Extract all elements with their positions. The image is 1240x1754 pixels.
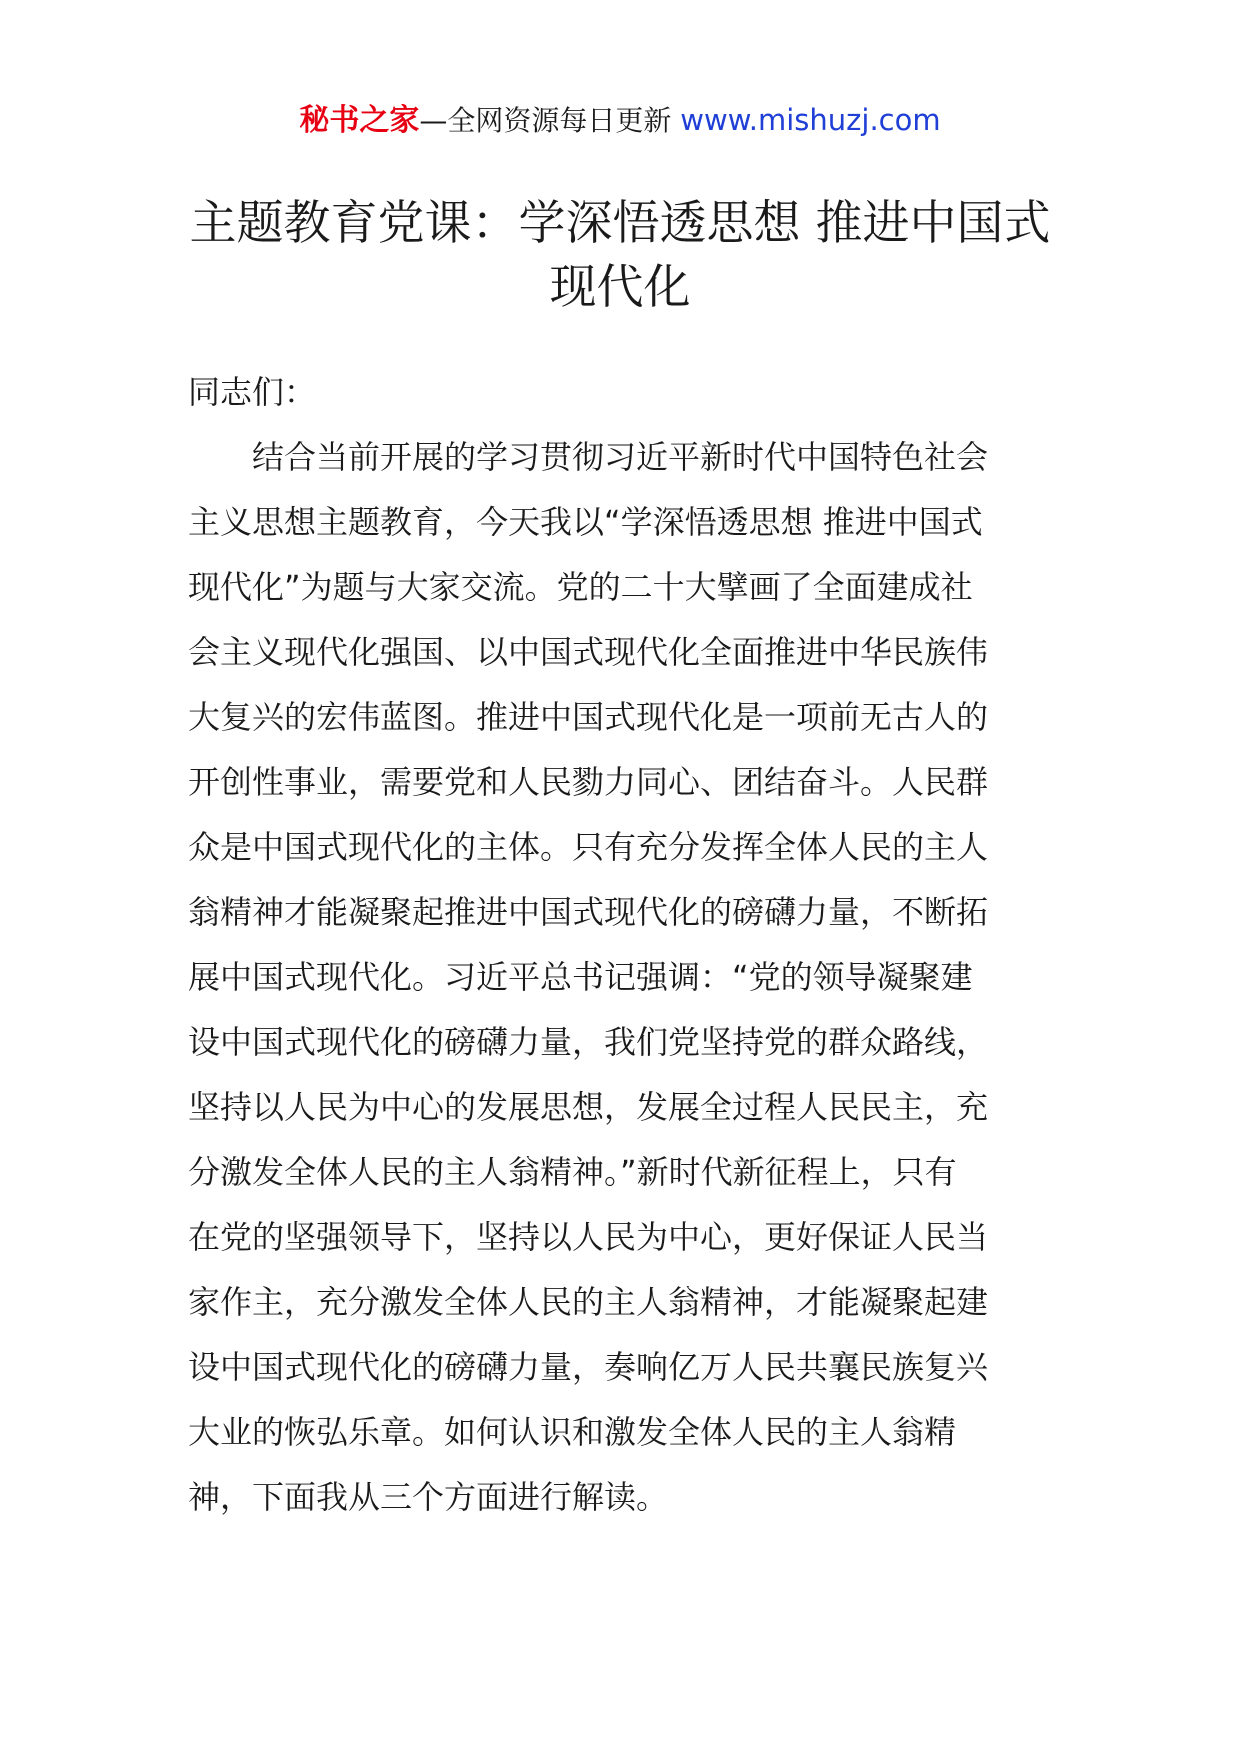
body-line: 众是中国式现代化的主体。只有充分发挥全体人民的主人 <box>188 828 989 866</box>
document-title <box>180 192 1060 320</box>
body-line: 会主义现代化强国、以中国式现代化全面推进中华民族伟 <box>188 633 989 671</box>
body-line: 家作主，充分激发全体人民的主人翁精神，才能凝聚起建 <box>188 1283 989 1321</box>
salutation: 同志们： <box>188 373 317 411</box>
header-tagline: —全网资源每日更新 <box>419 104 681 137</box>
body-line: 大复兴的宏伟蓝图。推进中国式现代化是一项前无古人的 <box>188 698 989 736</box>
body-line: 结合当前开展的学习贯彻习近平新时代中国特色社会 <box>252 438 989 476</box>
body-line: 分激发全体人民的主人翁精神。”新时代新征程上，只有 <box>188 1153 957 1191</box>
site-header <box>0 100 1240 141</box>
body-line: 翁精神才能凝聚起推进中国式现代化的磅礴力量，不断拓 <box>188 893 989 931</box>
body-line: 现代化”为题与大家交流。党的二十大擘画了全面建成社 <box>188 568 973 606</box>
title-line-2: 现代化 <box>549 260 691 315</box>
body-line: 神，下面我从三个方面进行解读。 <box>188 1478 669 1516</box>
title-line-1: 主题教育党课：学深悟透思想 推进中国式 <box>189 196 1051 251</box>
body-line: 开创性事业，需要党和人民勠力同心、团结奋斗。人民群 <box>188 763 989 801</box>
body-line: 设中国式现代化的磅礴力量，奏响亿万人民共襄民族复兴 <box>188 1348 989 1386</box>
body-line: 展中国式现代化。习近平总书记强调：“党的领导凝聚建 <box>188 958 973 996</box>
body-line: 在党的坚强领导下，坚持以人民为中心，更好保证人民当 <box>188 1218 989 1256</box>
site-url-link[interactable]: www.mishuzj.com <box>680 103 941 137</box>
body-line: 设中国式现代化的磅礴力量，我们党坚持党的群众路线， <box>188 1023 989 1061</box>
body-line: 大业的恢弘乐章。如何认识和激发全体人民的主人翁精 <box>188 1413 957 1451</box>
body-line: 坚持以人民为中心的发展思想，发展全过程人民民主，充 <box>188 1088 989 1126</box>
body-line: 主义思想主题教育，今天我以“学深悟透思想 推进中国式 <box>188 503 983 541</box>
brand-name: 秘书之家 <box>299 103 420 138</box>
document-body <box>188 360 1060 1530</box>
